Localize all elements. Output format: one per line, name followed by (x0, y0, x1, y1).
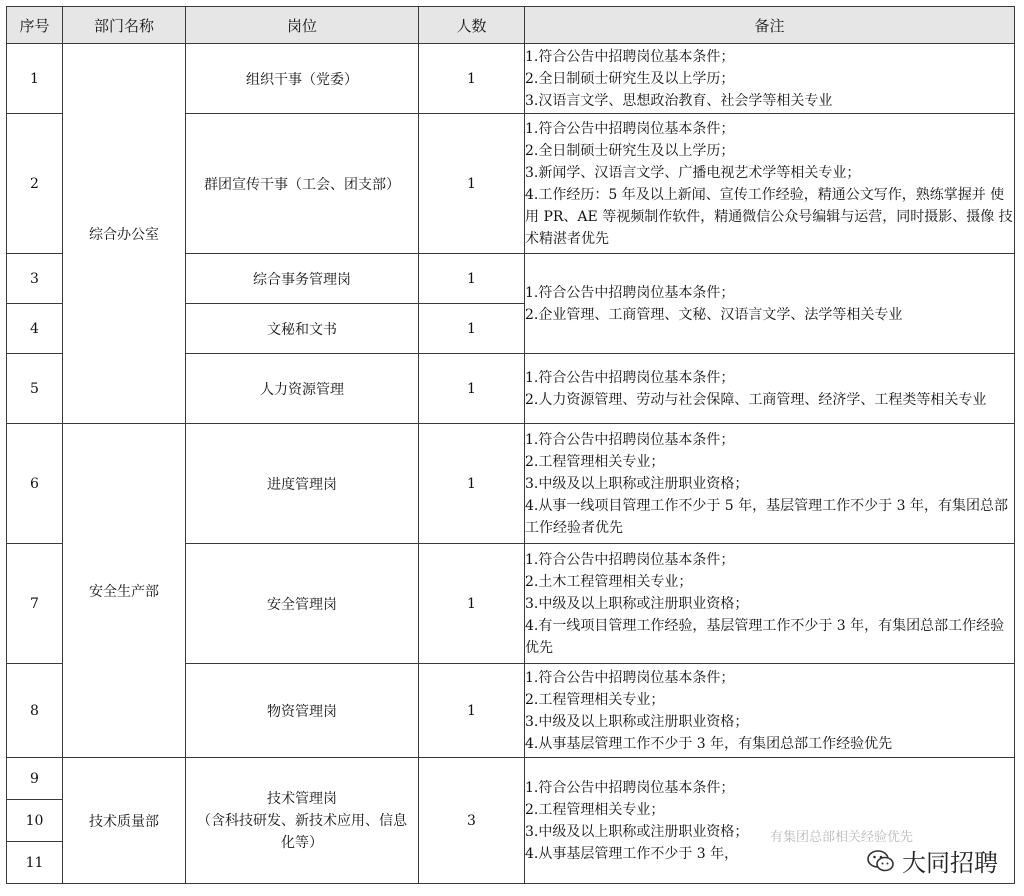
position-cell: 群团宣传干事（工会、团支部） (186, 114, 419, 254)
header-index: 序号 (7, 7, 63, 44)
note-line: 2.工程管理相关专业； (525, 453, 665, 470)
position-cell: 安全管理岗 (186, 544, 419, 664)
notes-cell (525, 664, 1015, 758)
note-line: 2.全日制硕士研究生及以上学历； (525, 142, 735, 159)
count-cell: 1 (419, 44, 525, 114)
position-cell: 人力资源管理 (186, 354, 419, 424)
header-position: 岗位 (186, 7, 419, 44)
watermark-text: 大同招聘 (902, 849, 998, 877)
row-index: 2 (7, 114, 63, 254)
notes-cell (525, 354, 1015, 424)
note-line: 1.符合公告中招聘岗位基本条件； (525, 284, 735, 301)
wechat-icon (866, 846, 896, 876)
department-cell: 技术质量部 (63, 758, 186, 884)
department-cell: 综合办公室 (63, 44, 186, 424)
position-line: 技术管理岗 (267, 790, 337, 807)
note-line: 2.工程管理相关专业； (525, 691, 665, 708)
note-line: 1.符合公告中招聘岗位基本条件； (525, 779, 735, 796)
header-department: 部门名称 (63, 7, 186, 44)
notes-cell (525, 544, 1015, 664)
position-cell (186, 758, 419, 884)
watermark (866, 843, 998, 878)
note-line: 2.企业管理、工商管理、文秘、汉语言文学、法学等相关专业 (525, 306, 903, 323)
notes-cell (525, 254, 1015, 354)
row-index: 7 (7, 544, 63, 664)
notes-cell (525, 44, 1015, 114)
table-row (7, 44, 1015, 114)
count-cell: 1 (419, 114, 525, 254)
note-line: 4.工作经历：5 年及以上新闻、宣传工作经验，精通公文写作，熟练掌握并 使用 PR、AE 等视频制作软件，精通微信公众号编辑与运营，同时摄影、摄像 技术精湛者优先 (525, 186, 1013, 247)
header-row (7, 7, 1015, 44)
count-cell: 1 (419, 424, 525, 544)
note-line: 2.土木工程管理相关专业； (525, 573, 693, 590)
department-cell: 安全生产部 (63, 424, 186, 758)
note-line: 3.中级及以上职称或注册职业资格； (525, 823, 749, 840)
position-cell: 物资管理岗 (186, 664, 419, 758)
note-line: 1.符合公告中招聘岗位基本条件； (525, 669, 735, 686)
table-row (7, 758, 1015, 800)
row-index: 3 (7, 254, 63, 304)
note-line: 2.工程管理相关专业； (525, 801, 665, 818)
row-index: 9 (7, 758, 63, 800)
note-line: 3.中级及以上职称或注册职业资格； (525, 475, 749, 492)
recruitment-table (6, 6, 1015, 884)
position-cell: 进度管理岗 (186, 424, 419, 544)
row-index: 8 (7, 664, 63, 758)
position-line: （含科技研发、新技术应用、信息化等） (197, 812, 407, 851)
header-notes: 备注 (525, 7, 1015, 44)
note-line: 3.新闻学、汉语言文学、广播电视艺术学等相关专业； (525, 164, 861, 181)
position-cell: 组织干事（党委） (186, 44, 419, 114)
note-line: 1.符合公告中招聘岗位基本条件； (525, 431, 735, 448)
note-line: 2.全日制硕士研究生及以上学历； (525, 70, 735, 87)
note-line: 1.符合公告中招聘岗位基本条件； (525, 48, 735, 65)
table-row (7, 424, 1015, 544)
note-line: 4.从事基层管理工作不少于 3 年， (525, 845, 739, 862)
note-line: 4.从事一线项目管理工作不少于 5 年，基层管理工作不少于 3 年，有集团总部工作经验者优先 (525, 497, 1008, 536)
note-line: 4.有一线项目管理工作经验，基层管理工作不少于 3 年，有集团总部工作经验优先 (525, 617, 1005, 656)
notes-cell (525, 424, 1015, 544)
row-index: 10 (7, 800, 63, 842)
row-index: 5 (7, 354, 63, 424)
note-line: 1.符合公告中招聘岗位基本条件； (525, 120, 735, 137)
note-line: 1.符合公告中招聘岗位基本条件； (525, 369, 735, 386)
ghost-watermark-text: 有集团总部相关经验优先 (770, 830, 914, 845)
row-index: 11 (7, 842, 63, 884)
note-line: 3.中级及以上职称或注册职业资格； (525, 713, 749, 730)
count-cell: 1 (419, 664, 525, 758)
note-line: 4.从事基层管理工作不少于 3 年，有集团总部工作经验优先 (525, 735, 893, 752)
row-index: 6 (7, 424, 63, 544)
count-cell: 1 (419, 354, 525, 424)
row-index: 1 (7, 44, 63, 114)
count-cell: 1 (419, 254, 525, 304)
note-line: 3.中级及以上职称或注册职业资格； (525, 595, 749, 612)
position-cell: 文秘和文书 (186, 304, 419, 354)
notes-cell (525, 114, 1015, 254)
row-index: 4 (7, 304, 63, 354)
header-count: 人数 (419, 7, 525, 44)
note-line: 1.符合公告中招聘岗位基本条件； (525, 551, 735, 568)
count-cell: 1 (419, 544, 525, 664)
position-cell: 综合事务管理岗 (186, 254, 419, 304)
count-cell: 3 (419, 758, 525, 884)
count-cell: 1 (419, 304, 525, 354)
note-line: 3.汉语言文学、思想政治教育、社会学等相关专业 (525, 92, 833, 109)
note-line: 2.人力资源管理、劳动与社会保障、工商管理、经济学、工程类等相关专业 (525, 391, 987, 408)
